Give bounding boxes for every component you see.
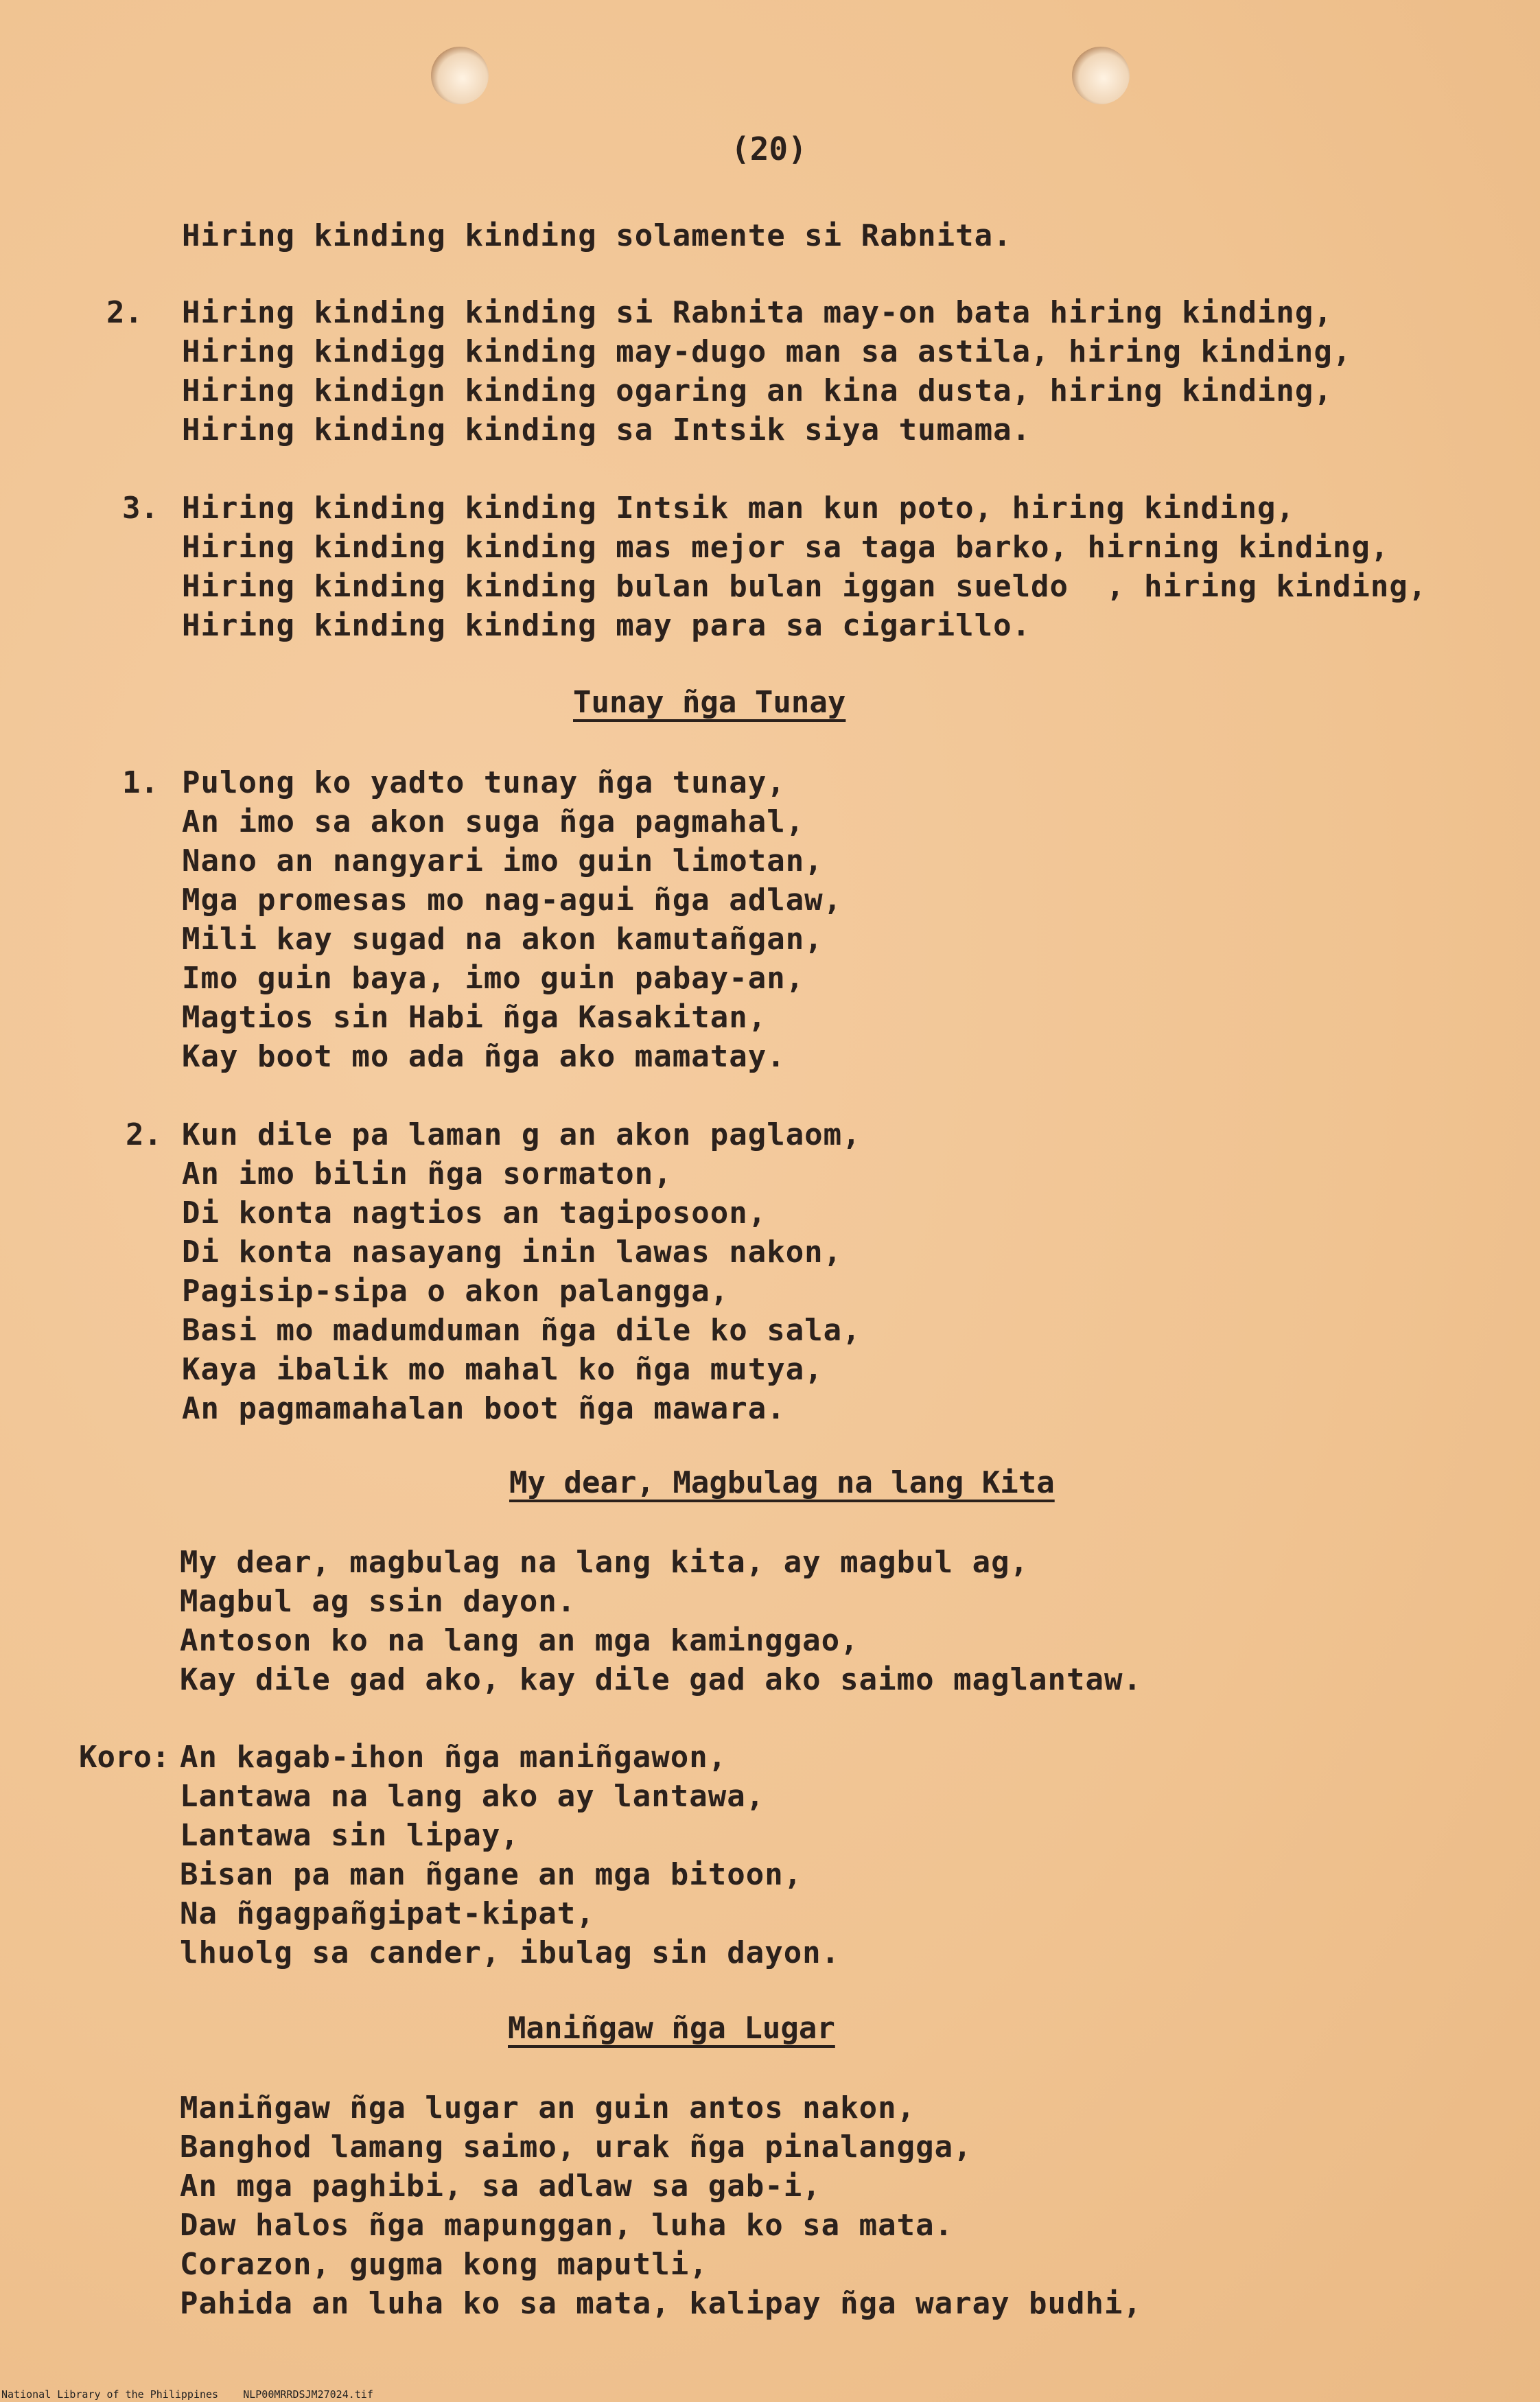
text-line: Kaya ibalik mo mahal ko ñga mutya,	[182, 1352, 824, 1387]
text-line: Antoson ko na lang an mga kaminggao,	[180, 1623, 859, 1658]
section1-line0	[182, 216, 1012, 255]
text-line: Hiring kinding kinding mas mejor sa taga barko, hirning kinding,	[182, 530, 1390, 565]
verse-3-lines	[182, 489, 1427, 645]
song4-verse	[180, 2088, 1142, 2323]
text-line: Mga promesas mo nag-agui ñga adlaw,	[182, 883, 843, 918]
text-line: Hiring kinding kinding Intsik man kun poto, hiring kinding,	[182, 491, 1295, 526]
song-title: My dear, Magbulag na lang Kita	[509, 1465, 1055, 1500]
text-line: Maniñgaw ñga lugar an guin antos nakon,	[180, 2090, 916, 2125]
page-number: (20)	[731, 130, 807, 167]
text-line: An imo sa akon suga ñga pagmahal,	[182, 804, 805, 839]
punch-hole-left	[431, 47, 489, 104]
text-line: My dear, magbulag na lang kita, ay magbul ag,	[180, 1545, 1029, 1580]
text-line: Lantawa na lang ako ay lantawa,	[180, 1779, 765, 1814]
song2-verse-2	[182, 1115, 861, 1428]
text-line: Nano an nangyari imo guin limotan,	[182, 843, 824, 878]
text-line: Banghod lamang saimo, urak ñga pinalangga,	[180, 2130, 972, 2165]
song-title: Maniñgaw ñga Lugar	[508, 2011, 835, 2046]
text-line: Hiring kinding kinding may para sa cigarillo.	[182, 608, 1031, 643]
text-line: Bisan pa man ñgane an mga bitoon,	[180, 1857, 803, 1892]
text-line: Kay boot mo ada ñga ako mamatay.	[182, 1039, 786, 1074]
text-line: Di konta nagtios an tagiposoon,	[182, 1196, 767, 1231]
song3-koro	[180, 1738, 840, 1972]
koro-label: Koro:	[79, 1740, 170, 1775]
text-line: Pagisip-sipa o akon palangga,	[182, 1274, 730, 1309]
text-line: Corazon, gugma kong maputli,	[180, 2247, 708, 2282]
text-line: Kay dile gad ako, kay dile gad ako saimo maglantaw.	[180, 1662, 1143, 1697]
punch-hole-right	[1072, 47, 1130, 104]
text-line: Hiring kinding kinding sa Intsik siya tumama.	[182, 412, 1031, 447]
text-line: Hiring kindigg kinding may-dugo man sa astila, hiring kinding,	[182, 334, 1352, 369]
text-line: An imo bilin ñga sormaton,	[182, 1156, 673, 1191]
verse-number: 2.	[126, 1117, 162, 1152]
text-line: Hiring kindign kinding ogaring an kina dusta, hiring kinding,	[182, 373, 1333, 408]
text-line: Na ñgagpañgipat-kipat,	[180, 1896, 595, 1931]
text-line: Mili kay sugad na akon kamutañgan,	[182, 922, 824, 957]
text-line: An kagab-ihon ñga maniñgawon,	[180, 1740, 727, 1775]
text-line: Imo guin baya, imo guin pabay-an,	[182, 961, 805, 996]
text-line: Hiring kinding kinding si Rabnita may-on bata hiring kinding,	[182, 295, 1333, 330]
text-line: Hiring kinding kinding solamente si Rabnita.	[182, 218, 1012, 253]
text-line: Magbul ag ssin dayon.	[180, 1584, 576, 1619]
text-line: Basi mo madumduman ñga dile ko sala,	[182, 1313, 861, 1348]
text-line: Daw halos ñga mapunggan, luha ko sa mata.	[180, 2208, 954, 2243]
verse-number: 3.	[122, 491, 159, 526]
text-line: Hiring kinding kinding bulan bulan iggan sueldo , hiring kinding,	[182, 569, 1427, 604]
verse-2-lines	[182, 293, 1351, 450]
text-line: An mga paghibi, sa adlaw sa gab-i,	[180, 2169, 821, 2204]
song3-verse	[180, 1543, 1142, 1699]
song2-verse-1	[182, 763, 842, 1076]
footer-caption: National Library of the Philippines NLP00MRRDSJM27024.tif	[1, 2388, 373, 2401]
verse-number: 2.	[106, 295, 143, 330]
text-line: Magtios sin Habi ñga Kasakitan,	[182, 1000, 767, 1035]
text-line: Di konta nasayang inin lawas nakon,	[182, 1235, 843, 1270]
text-line: Kun dile pa laman g an akon paglaom,	[182, 1117, 861, 1152]
song-title: Tunay ñga Tunay	[573, 685, 846, 720]
verse-number: 1.	[122, 765, 159, 800]
text-line: lhuolg sa cander, ibulag sin dayon.	[180, 1935, 841, 1970]
text-line: Pulong ko yadto tunay ñga tunay,	[182, 765, 786, 800]
text-line: Lantawa sin lipay,	[180, 1818, 520, 1853]
text-line: An pagmamahalan boot ñga mawara.	[182, 1391, 786, 1426]
text-line: Pahida an luha ko sa mata, kalipay ñga waray budhi,	[180, 2286, 1143, 2321]
